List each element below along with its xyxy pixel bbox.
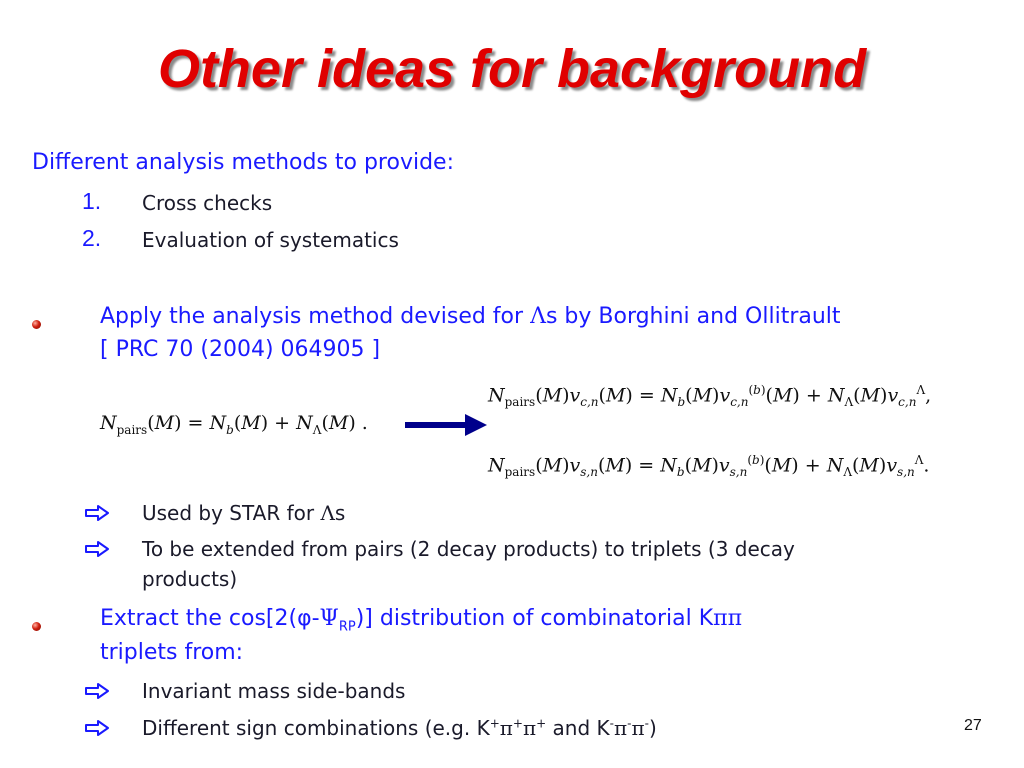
page-title: Other ideas for background: [157, 39, 867, 99]
pi2-charge: +: [536, 716, 547, 731]
list-number-2: 2.: [82, 225, 102, 251]
pi1-charge: +: [512, 716, 523, 731]
sign-text-a: Different sign combinations (e.g. K: [142, 716, 490, 740]
sub-item-star-text: Used by STAR for: [142, 501, 321, 525]
equation-right-cos: $N_{pairs}(M)v_{c,n}(M) = N_b(M)v_{c,n}^{(b)}(M) + N_\Lambda(M)v_{c,n}^\Lambda$,: [488, 383, 932, 410]
intro-text: Different analysis methods to provide:: [32, 150, 454, 175]
bullet-icon: [32, 622, 41, 631]
sub-item-triplets-line1: To be extended from pairs (2 decay products) to triplets (3 decay: [142, 537, 795, 561]
k2-charge: -: [609, 716, 614, 731]
list-item-cross-checks: Cross checks: [142, 191, 273, 215]
bullet2-text-b: )] distribution of combinatorial K: [355, 606, 714, 631]
rp-subscript: RP: [338, 619, 356, 635]
pi-symbol: π: [522, 716, 537, 740]
pi-symbol: π: [499, 716, 513, 740]
pi-symbol: π: [631, 716, 645, 740]
bullet1-text-c: s by Borghini and Ollitrault: [545, 304, 841, 329]
pi-symbol: π: [614, 716, 628, 740]
equation-left: $N_{pairs}(M) = N_b(M) + N_\Lambda(M)$ .: [100, 412, 368, 437]
sub-item-sidebands: Invariant mass side-bands: [142, 679, 406, 703]
hollow-arrow-icon: [84, 719, 110, 737]
hollow-arrow-icon: [84, 504, 110, 522]
bullet1-text-a: Apply the analysis method devised for: [100, 304, 531, 329]
hollow-arrow-icon: [84, 682, 110, 700]
pi4-charge: -: [644, 716, 649, 731]
page-number: 27: [964, 717, 982, 734]
pi3-charge: -: [627, 716, 632, 731]
sign-text-end: ): [649, 716, 657, 740]
bullet2-line2: triplets from:: [100, 640, 244, 665]
sub-item-sign-combinations: [142, 716, 657, 740]
bullet2-text-a: Extract the cos[2(φ-: [100, 606, 320, 631]
equation-right-sin: $N_{pairs}(M)v_{s,n}(M) = N_b(M)v_{s,n}^{(b)}(M) + N_\Lambda(M)v_{s,n}^\Lambda$.: [488, 453, 930, 480]
bullet1-line1: [100, 304, 841, 329]
sub-item-star-suffix: s: [334, 501, 346, 525]
psi-symbol: Ψ: [319, 606, 339, 631]
sub-item-star: [142, 501, 345, 525]
bullet-icon: [32, 320, 41, 329]
pipi-symbol: ππ: [713, 606, 743, 631]
bullet1-reference: [ PRC 70 (2004) 064905 ]: [100, 337, 381, 362]
list-number-1: 1.: [82, 188, 102, 214]
lambda-symbol: Λ: [320, 501, 335, 525]
right-arrow-icon: [405, 412, 487, 438]
hollow-arrow-icon: [84, 540, 110, 558]
bullet2-line1: [100, 606, 742, 634]
sign-text-and: and K: [546, 716, 610, 740]
k1-charge: +: [489, 716, 500, 731]
sub-item-triplets-line2: products): [142, 567, 238, 591]
lambda-symbol: Λ: [530, 304, 546, 329]
list-item-systematics: Evaluation of systematics: [142, 228, 399, 252]
